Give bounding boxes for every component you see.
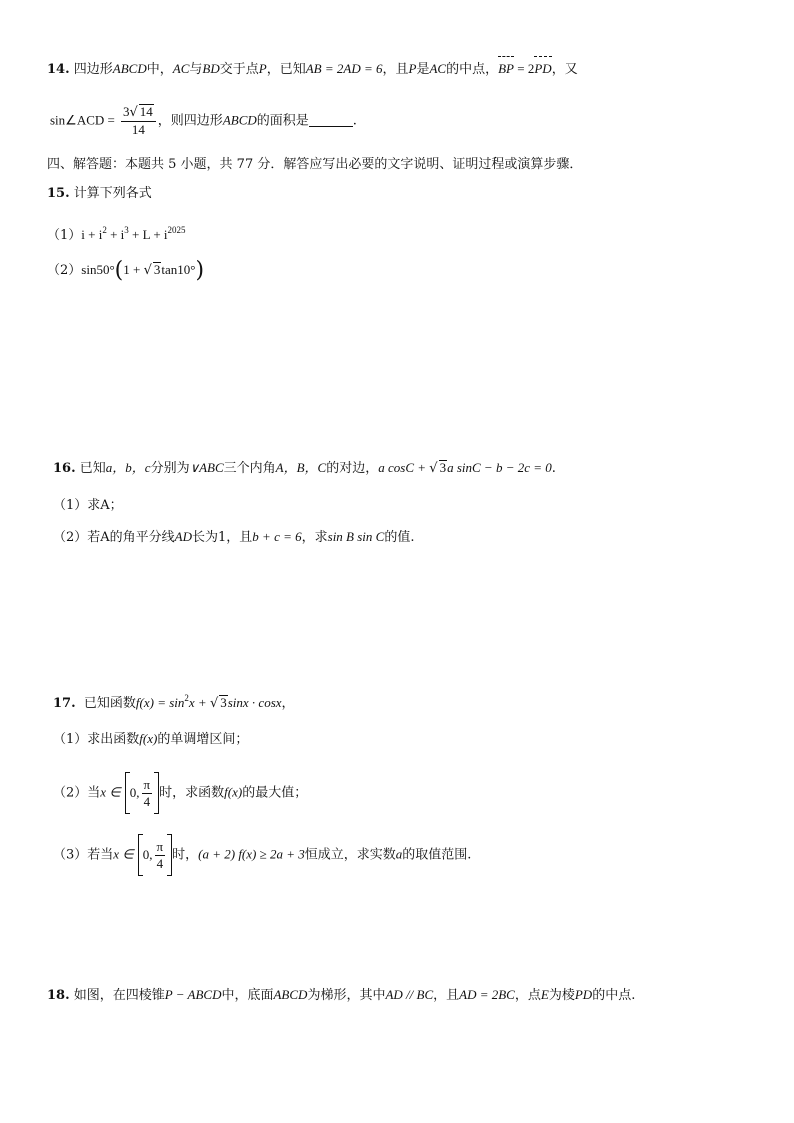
q17-stem — [53, 688, 295, 714]
math-fx: f(x) — [139, 731, 158, 746]
part-label: （2） — [53, 530, 88, 545]
math-pyramid: P − ABCD — [164, 987, 222, 1002]
math-E: E — [540, 987, 549, 1002]
q18-number: 18. — [47, 988, 70, 1003]
interval-start: 0, — [142, 847, 153, 862]
right-paren: ) — [195, 258, 205, 283]
q15-title — [47, 184, 152, 204]
fraction — [121, 104, 156, 138]
q16-text: 三个内角 — [223, 461, 276, 476]
math-expr: f(x) = sin — [135, 695, 185, 710]
math-ABCD: ABCD — [112, 61, 147, 76]
q16-text: 分别为 — [150, 461, 190, 476]
q16-part1 — [53, 496, 123, 516]
q16-stem — [53, 458, 556, 479]
q17-end: ， — [281, 696, 295, 711]
section-title — [47, 155, 582, 175]
fraction-denominator: 4 — [156, 855, 164, 871]
q16-text: ，求 — [301, 530, 328, 545]
q14-text: 是 — [416, 62, 430, 77]
interval — [138, 834, 172, 876]
math-parallel: AD // BC — [385, 987, 434, 1002]
radicand: 3 — [439, 460, 447, 475]
fraction-denominator: 4 — [143, 793, 151, 809]
math-expr: tan10° — [161, 262, 196, 277]
coef: 3 — [123, 104, 130, 119]
q17-text: 求出函数 — [87, 732, 140, 747]
fraction — [142, 777, 153, 810]
radicand: 3 — [153, 262, 161, 277]
math-expr: i + i — [81, 227, 103, 242]
q17-part3 — [53, 834, 471, 876]
q18-text: 的中点. — [592, 988, 636, 1003]
math-expr: 1 + — [123, 262, 144, 277]
q17-text: 的最大值； — [242, 785, 308, 801]
q17-text: 若当 — [87, 847, 114, 863]
part-label: （1） — [53, 732, 88, 747]
q18-text: 为梯形，其中 — [307, 988, 386, 1003]
q14-line2 — [50, 104, 357, 138]
q16-text: 求A； — [87, 498, 123, 513]
math-BD: BD — [202, 61, 220, 76]
q17-part2 — [53, 772, 307, 814]
radicand: 3 — [220, 695, 227, 710]
sqrt-icon: √ — [129, 105, 138, 120]
q17-number: 17. — [53, 696, 76, 711]
q17-text: 的取值范围. — [402, 847, 472, 863]
part-label: （2） — [53, 785, 88, 801]
q17-part1 — [53, 729, 248, 750]
q18-text: 如图，在四棱锥 — [73, 988, 165, 1003]
exponent: 3 — [124, 225, 129, 235]
q14-text: 四边形 — [73, 62, 113, 77]
math-x: x ∈ — [100, 784, 121, 800]
fraction — [155, 839, 166, 872]
sqrt-icon: √ — [429, 461, 438, 476]
q15-number: 15. — [47, 186, 70, 201]
q14-text: 交于点 — [219, 62, 259, 77]
math-sin: sin∠ACD = — [50, 112, 115, 128]
vector-PD: PD — [534, 59, 551, 79]
q16-number: 16. — [53, 461, 76, 476]
math-AD: AD — [174, 529, 193, 544]
q14-number: 14. — [47, 62, 70, 77]
q17-text: 已知函数 — [83, 696, 136, 711]
q14-text: 与 — [189, 62, 203, 77]
q14-text: 中， — [146, 62, 173, 77]
q16-text: 长为1，且 — [192, 530, 253, 545]
math-expr: + i — [106, 227, 125, 242]
q14-text: 的面积是 — [256, 113, 309, 129]
q18-text: 为棱 — [548, 988, 575, 1003]
q17-text: 时， — [172, 847, 199, 863]
math-fx: f(x) — [224, 784, 243, 800]
math-base: ABCD — [273, 987, 308, 1002]
q14-text: ，且 — [382, 62, 409, 77]
q17-text: 的单调增区间； — [157, 732, 249, 747]
math-expr: sin B sin C — [327, 529, 385, 544]
math-eq: a sinC − b − 2c = 0 — [447, 460, 552, 475]
math-eq: b + c = 6 — [252, 529, 302, 544]
math-eq: AD = 2BC — [459, 987, 515, 1002]
q15-part2 — [47, 260, 204, 281]
math-eq: = 2 — [514, 61, 535, 76]
vector-BP: BP — [498, 59, 514, 79]
q14-text: 的中点， — [446, 62, 499, 77]
math-PD: PD — [574, 987, 593, 1002]
q14-text: ，则四边形 — [157, 113, 223, 129]
q16-text: 的值. — [384, 530, 415, 545]
math-expr: + L + i — [128, 227, 168, 242]
math-ABCD: ABCD — [222, 112, 257, 128]
math-a: a — [395, 846, 403, 862]
math-inequality: (a + 2) f(x) ≥ 2a + 3 — [198, 846, 305, 862]
radicand: 14 — [139, 104, 153, 119]
q17-text: 恒成立，求实数 — [304, 847, 396, 863]
exponent: 2025 — [167, 225, 186, 235]
part-label: （2） — [47, 263, 82, 278]
fraction-denominator: 14 — [131, 122, 145, 137]
q16-end: . — [551, 461, 556, 476]
q15-text: 计算下列各式 — [73, 186, 152, 201]
q14-end: . — [352, 113, 357, 129]
q16-text: 已知 — [79, 461, 106, 476]
part-label: （1） — [47, 228, 82, 243]
q18-text: 中，底面 — [221, 988, 274, 1003]
q17-text: 时，求函数 — [159, 785, 225, 801]
q14-text: ，已知 — [266, 62, 306, 77]
q17-text: 当 — [87, 785, 101, 801]
math-vars: a，b，c — [105, 460, 151, 475]
q16-part2 — [53, 527, 415, 548]
exponent: 2 — [102, 225, 107, 235]
fraction-numerator: π — [156, 838, 164, 854]
q14-text: ，又 — [551, 62, 578, 77]
section-title-text: 四、解答题：本题共 5 小题，共 77 分．解答应写出必要的文字说明、证明过程或演算步骤． — [47, 157, 583, 172]
part-label: （1） — [53, 498, 88, 513]
math-x: x ∈ — [113, 846, 134, 862]
math-eq: AB = 2AD = 6 — [305, 61, 383, 76]
part-label: （3） — [53, 847, 88, 863]
math-P: P — [408, 61, 417, 76]
q16-text: 若A的角平分线 — [87, 530, 175, 545]
exponent: 2 — [184, 693, 189, 703]
interval-start: 0, — [129, 785, 140, 800]
answer-blank — [309, 112, 353, 127]
q18-text: ，点 — [514, 988, 541, 1003]
math-AC: AC — [172, 61, 190, 76]
math-P: P — [258, 61, 267, 76]
q14-line1 — [47, 59, 578, 80]
q16-text: 的对边， — [326, 461, 379, 476]
math-expr: sin50° — [81, 262, 115, 277]
math-angles: A，B，C — [275, 460, 327, 475]
left-paren: ( — [114, 258, 124, 283]
sqrt-icon: √ — [209, 696, 219, 711]
interval — [125, 772, 159, 814]
math-triangle: ∨ABC — [189, 460, 224, 475]
fraction-numerator — [121, 104, 156, 122]
math-expr: x + — [188, 695, 210, 710]
math-expr: sinx · cosx — [227, 695, 282, 710]
q15-part1 — [47, 220, 186, 246]
sqrt-icon: √ — [143, 263, 152, 278]
math-AC: AC — [429, 61, 447, 76]
math-eq: a cosC + — [378, 460, 430, 475]
q18-text: ，且 — [433, 988, 460, 1003]
q18-stem — [47, 985, 635, 1006]
fraction-numerator: π — [143, 776, 151, 792]
